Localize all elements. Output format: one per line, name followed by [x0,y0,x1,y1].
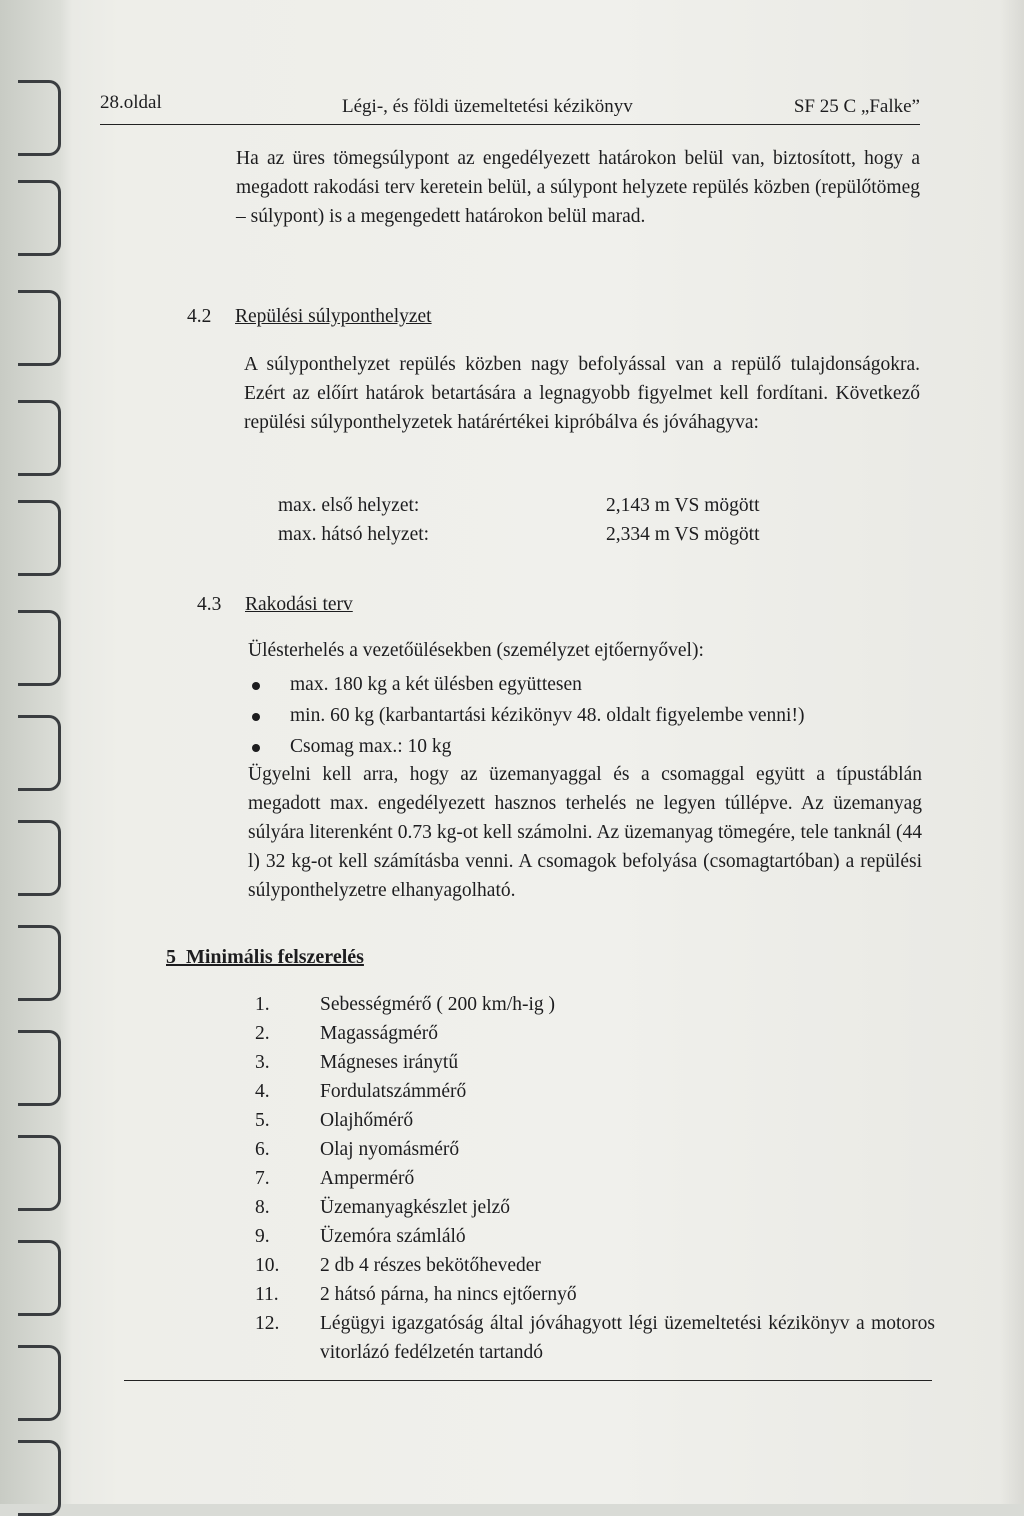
section-title: Rakodási terv [245,594,353,615]
aircraft-type: SF 25 C „Falke” [793,96,920,117]
section-4-3-paragraph: Ügyelni kell arra, hogy az üzemanyaggal és a csomaggal együtt a típustáblán megadott max. engedélyezett hasznos terhelés ne legyen túllépve. Az üzemanyag súlyára literenként 0.73 kg-ot kell számolni. Az üzemanyag tömegére, tele tanknál (44 l) 32 kg-ot kell számításba venni. A csomagok befolyása (csomagtartóban) a repülési súlyponthelyzetre elhanyagolható. [248,764,922,901]
list-item: 2. Magasságmérő [255,1023,439,1044]
list-item: max. 180 kg a két ülésben együttesen [250,670,804,701]
list-item: 4. Fordulatszámmérő [255,1081,467,1102]
list-item: 12. Légügyi igazgatóság által jóváhagyott légi üzemeltetési kézikönyv a motoros vitorlázó fedélzetén tartandó [255,1313,935,1363]
section-4-3-heading [197,594,353,616]
limit-value: 2,143 m VS mögött [606,495,760,516]
section-title: Minimális felszerelés [186,946,364,968]
list-item: 6. Olaj nyomásmérő [255,1139,460,1160]
seat-load-list [250,670,804,763]
binding-ring [18,610,61,686]
list-item: 11. 2 hátsó párna, ha nincs ejtőernyő [255,1284,577,1305]
binding-ring [18,290,61,366]
list-item: 9. Üzemóra számláló [255,1226,466,1247]
section-number: 4.2 [187,306,212,327]
equipment-list [255,990,935,1367]
binding-ring [18,1345,61,1421]
binding-ring [18,1240,61,1316]
binding-ring [18,715,61,791]
bullet-icon [252,682,260,690]
binding-ring [18,820,61,896]
list-item: 1. Sebességmérő ( 200 km/h-ig ) [255,994,556,1015]
bullet-icon [252,744,260,752]
binding-ring [18,1030,61,1106]
binding-ring [18,925,61,1001]
binding-ring [18,1135,61,1211]
section-number: 4.3 [197,594,222,615]
section-5-heading [166,946,364,969]
section-number: 5 [166,946,176,968]
section-4-2-paragraph: A súlyponthelyzet repülés közben nagy befolyással van a repülő tulajdonságokra. Ezért az előírt határok betartására a legnagyobb figyelmet kell fordítani. Következő repülési súlyponthelyzetek határértékei kipróbálva és jóváhagyva: [244,354,920,433]
intro-paragraph: Ha az üres tömegsúlypont az engedélyezett határokon belül van, biztosított, hogy a megadott rakodási terv keretein belül, a súlypont helyzete repülés közben (repülőtömeg – súlypont) is a megengedett határokon belül marad. [236,148,920,227]
list-item: 3. Mágneses iránytű [255,1052,459,1073]
limit-value: 2,334 m VS mögött [606,524,760,545]
bullet-icon [252,713,260,721]
section-title: Repülési súlyponthelyzet [235,306,432,327]
binding-ring [18,500,61,576]
list-item: 7. Ampermérő [255,1168,415,1189]
limit-label: max. első helyzet: [278,495,420,516]
binding-ring [18,80,61,156]
footer-rule [124,1380,932,1381]
page-number: 28.oldal [100,92,162,113]
list-item: min. 60 kg (karbantartási kézikönyv 48. oldalt figyelembe venni!) [250,701,804,732]
list-item: 5. Olajhőmérő [255,1110,414,1131]
limit-label: max. hátsó helyzet: [278,524,430,545]
binding-ring [18,400,61,476]
manual-title: Légi-, és földi üzemeltetési kézikönyv [342,96,633,117]
spiral-binding [0,0,72,1504]
page-header [100,92,920,125]
list-item: 10. 2 db 4 részes bekötőheveder [255,1255,541,1276]
section-4-2-heading [187,306,432,328]
seat-load-lead: Ülésterhelés a vezetőülésekben (személyzet ejtőernyővel): [248,640,704,661]
list-item: 8. Üzemanyagkészlet jelző [255,1197,511,1218]
binding-ring [18,180,61,256]
binding-ring [18,1440,61,1516]
list-item: Csomag max.: 10 kg [250,732,804,763]
